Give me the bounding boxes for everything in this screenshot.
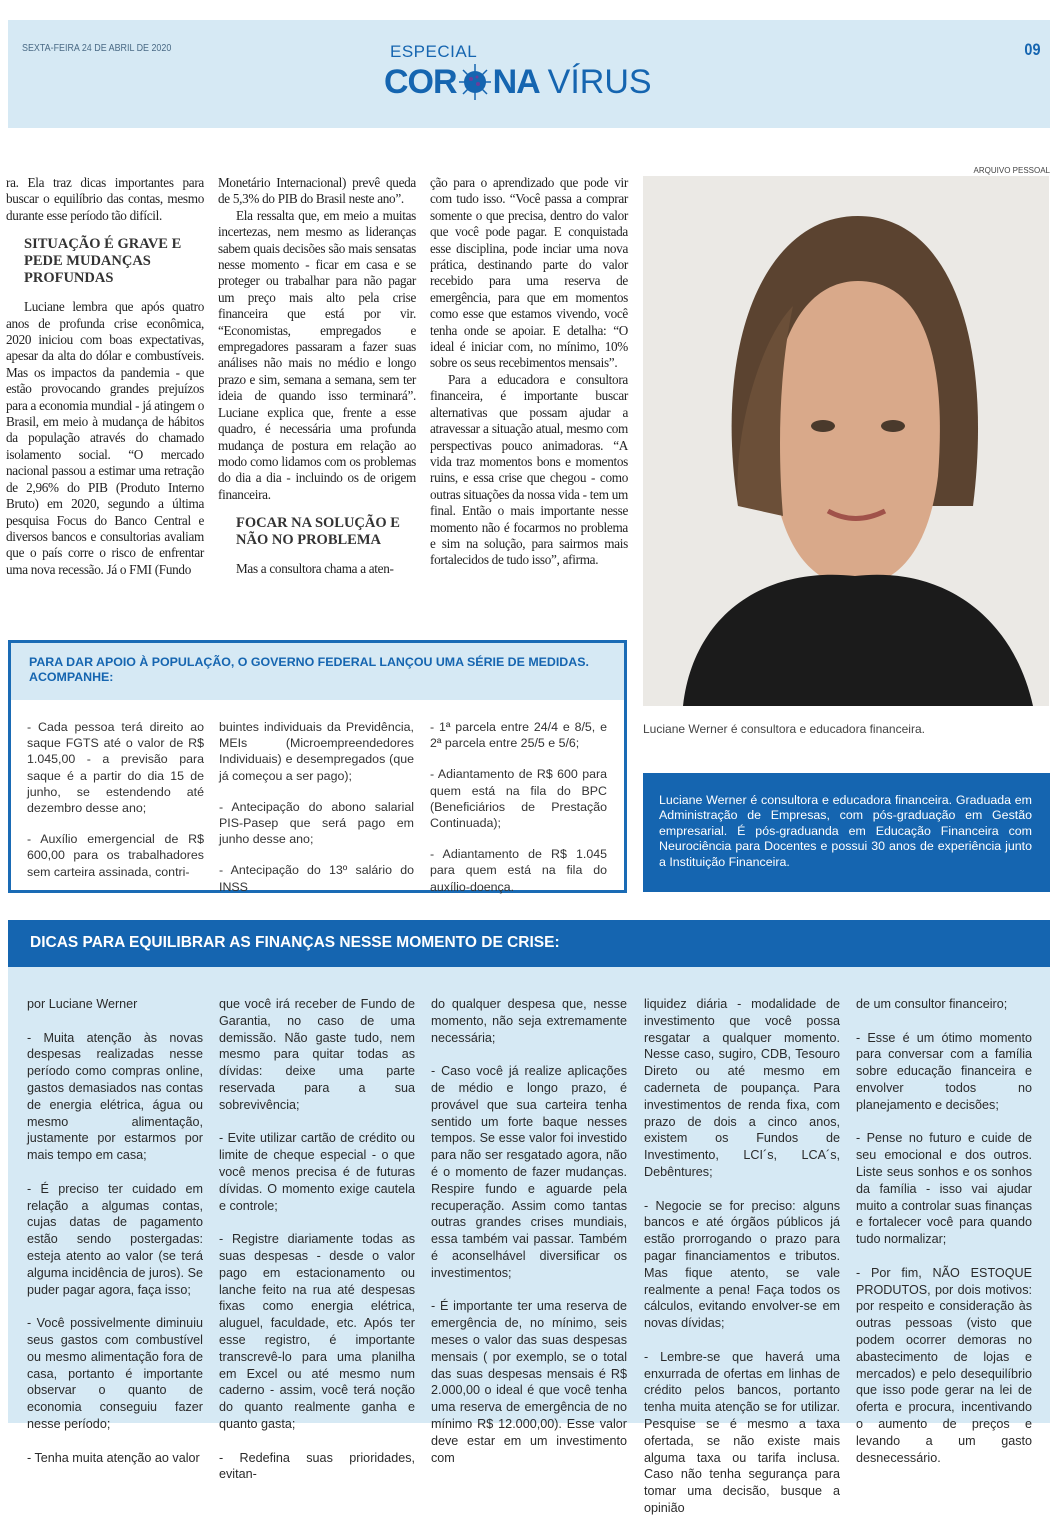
tips-column-2	[219, 996, 415, 1500]
tip-item: de um consultor financeiro;	[856, 997, 1008, 1011]
tip-item: - Lembre-se que haverá uma enxurrada de ofertas em linhas de crédito pelos bancos, portanto tenha muita atenção se for utilizar. Pesquise se é mesmo a taxa ofertada, se não existe mais alguma taxa ou tarifa inclusa. Caso não tenha segurança para tomar uma decisão, busque a opinião	[644, 1349, 840, 1515]
tips-title: DICAS PARA EQUILIBRAR AS FINANÇAS NESSE MOMENTO DE CRISE:	[8, 920, 1050, 967]
issue-date: SEXTA-FEIRA 24 DE ABRIL DE 2020	[22, 42, 172, 54]
photo-caption: Luciane Werner é consultora e educadora financeira.	[643, 722, 925, 736]
tips-byline: por Luciane Werner	[27, 997, 138, 1011]
article-paragraph: ra. Ela traz dicas importantes para buscar o equilíbrio das contas, mesmo durante esse período tão difícil.	[6, 175, 204, 223]
tips-column-3	[431, 996, 627, 1483]
tip-item: - Muita atenção às novas despesas realizadas nesse período como compras online, gastos demasiados nas contas de energia elétrica, água ou mesmo alimentação, justamente por estarmos por mais tempo em casa;	[27, 1030, 203, 1163]
article-column-1	[6, 175, 204, 578]
government-measures-box	[8, 640, 627, 893]
tip-item: - Esse é um ótimo momento para conversar com a família sobre educação financeira e envolver todos no planejamento e decisões;	[856, 1030, 1032, 1112]
measures-column-2	[219, 719, 414, 910]
tip-item: - É preciso ter cuidado em relação a algumas contas, cujas datas de pagamento estão sendo postergadas: esteja atento ao valor (se terá alguma incidência de juros). Se puder pagar agora, faça isso;	[27, 1181, 203, 1297]
author-bio-box: Luciane Werner é consultora e educadora financeira. Graduada em Administração de Empresas, com pós-graduação em Gestão empresarial. É pós-graduanda em Educação Financeira com Neurociência para Docentes e possui 30 anos de experiência junto a Instituição Financeira.	[643, 773, 1050, 892]
measure-item: - 1ª parcela entre 24/4 e 8/5, e 2ª parcela entre 25/5 e 5/6;	[430, 720, 607, 751]
article-paragraph: Ela ressalta que, em meio a muitas incertezas, nem mesmo as lideranças sabem quais decisões são mais sensatas nesse momento - ficar em casa e se proteger ou trabalhar para não pagar um preço mais alto pela crise financeira que está por vir. “Economistas, empregados e empregadores passaram a fazer suas análises não mais no médio e longo prazo e sim, semana a semana, sem ter ideia de quando isso terminará”. Luciane explica que, frente a esse quadro, é necessária uma profunda mudança de postura em relação ao modo como lidamos com os problemas do dia a dia - incluindo os de origem financeira.	[218, 207, 416, 502]
article-paragraph: Mas a consultora chama a aten-	[236, 561, 394, 577]
tip-item: - Negocie se for preciso: alguns bancos e até órgãos públicos já estão prorrogando o prazo para pagar financiamentos e tributos. Mas fique atento, se vale realmente a pena! Faça todos os cálculos, evitando envolver-se em novas dívidas;	[644, 1198, 840, 1331]
measure-item: - Adiantamento de R$ 1.045 para quem está na fila do auxílio-doença.	[430, 847, 607, 894]
tip-item: - Caso você já realize aplicações de médio e longo prazo, é provável que sua carteira tenha sentido um forte baque nesses tempos. Se esse valor foi investido para não ser resgatado agora, não é o momento de fazer mudanças. Respire fundo e aguarde pela recuperação. Assim como tantas outras grandes crises mundiais, essa também vai passar. Também é aconselhável diversificar os investimentos;	[431, 1064, 627, 1280]
logo-na: NA	[492, 63, 540, 101]
tip-item: liquidez diária - modalidade de investimento que você possa resgatar a qualquer momento. Nesse caso, sugiro, CDB, Tesouro Direto ou até mesmo em caderneta de poupança. Para investimentos de renda fixa, com prazo de dois a cinco anos, existem os Fundos de Investimento, LCI´s, LCA´s, Debêntures;	[644, 997, 840, 1179]
page-number: 09	[1024, 40, 1041, 59]
article-paragraph: Para a educadora e consultora financeira, é importante buscar alternativas que possam ajudar a atravessar a situação atual, mesmo com perspectivas pouco animadoras. “A vida traz momentos bons e momentos ruins, e essa crise que chegou - como outras situações da nossa vida - tem um final. Então o mais importante nesse momento não é focarmos no problema e sim na solução, para sairmos mais fortalecidos de tudo isso”, afirma.	[430, 371, 628, 568]
measures-title: PARA DAR APOIO À POPULAÇÃO, O GOVERNO FEDERAL LANÇOU UMA SÉRIE DE MEDIDAS. ACOMPANHE:	[11, 643, 624, 700]
tip-item: que você irá receber de Fundo de Garantia, no caso de uma demissão. Não gaste tudo, nem mesmo para quitar todas as dívidas: deixe uma parte reservada para a sua sobrevivência;	[219, 997, 415, 1112]
page-header	[8, 20, 1050, 128]
tips-column-5	[856, 996, 1032, 1483]
measure-item: - Auxílio emergencial de R$ 600,00 para os trabalhadores sem carteira assinada, contri-	[27, 832, 204, 879]
photo-credit: ARQUIVO PESSOAL	[973, 166, 1050, 175]
measure-item: - Adiantamento de R$ 600 para quem está na fila do BPC (Beneficiários de Prestação Continuada);	[430, 767, 607, 831]
tip-item: - Evite utilizar cartão de crédito ou limite de cheque especial - o que você menos precisa é de futuras dívidas. O momento exige cautela e controle;	[219, 1131, 415, 1213]
article-subheading: SITUAÇÃO É GRAVE E PEDE MUDANÇAS PROFUNDAS	[24, 236, 182, 287]
measure-item: - Antecipação do 13º salário do INSS	[219, 863, 414, 894]
tip-item: - Você possivelmente diminuiu seus gastos com combustível ou mesmo alimentação fora de casa, portanto é importante observar o quanto de economia conseguiu fazer nesse período;	[27, 1316, 203, 1431]
logo-especial: ESPECIAL	[390, 42, 478, 61]
logo-cor: COR	[384, 63, 457, 101]
measures-column-1	[27, 719, 204, 895]
tip-item: - É importante ter uma reserva de emergência de, no mínimo, seis meses o valor das suas despesas mensais ( por exemplo, se o total das suas despesas mensais é R$ 2.000,00 o ideal é que você tenha uma reserva de emergência de no mínimo R$ 12.000,00). Esse valor deve estar em um investimento com	[431, 1299, 627, 1465]
article-column-2	[218, 175, 416, 578]
tip-item: - Registre diariamente todas as suas despesas - desde o valor pago em estacionamento ou lanche feito na rua até despesas fixas como energia elétrica, aluguel, faculdade, etc. Após ter esse registro, é importante transcrevê-lo para uma planilha em Excel ou até mesmo num caderno - assim, você terá noção do quanto realmente ganha e quanto gasta;	[219, 1232, 415, 1431]
article-subheading: FOCAR NA SOLUÇÃO E NÃO NO PROBLEMA	[236, 515, 400, 549]
tip-item: do qualquer despesa que, nesse momento, não seja extremamente necessária;	[431, 997, 627, 1045]
article-column-3	[430, 175, 628, 569]
tip-item: - Pense no futuro e cuide de seu emocional e dos outros. Liste seus sonhos e os sonhos da família - isso vai ajudar muito a controlar suas finanças e fortalecer você para quando tudo normalizar;	[856, 1131, 1032, 1247]
tip-item: - Por fim, NÃO ESTOQUE PRODUTOS, por dois motivos: por respeito e consideração às outras pessoas (visto que podem ocorrer demoras no abastecimento de lojas e mercados) e pelo desequilíbrio que isso pode gerar na lei de oferta e procura, incentivando o aumento de preços e levando a um gasto desnecessário.	[856, 1265, 1032, 1465]
tip-item: - Tenha muita atenção ao valor	[27, 1450, 200, 1465]
measure-item: buintes individuais da Previdência, MEIs (Microempreendedores Individuais) e desempregados (que já começou a ser pago);	[219, 720, 414, 783]
measures-column-3	[430, 719, 607, 910]
tips-column-1	[27, 996, 203, 1483]
measure-item: - Cada pessoa terá direito ao saque FGTS até o valor de R$ 1.045,00 - a previsão para saque é a partir do dia 15 de junho, se estendendo até dezembro desse ano;	[27, 720, 204, 816]
logo-virus: VÍRUS	[547, 63, 652, 101]
especial-coronavirus-logo	[384, 42, 652, 102]
tips-column-4	[644, 996, 840, 1534]
tip-item: - Redefina suas prioridades, evitan-	[219, 1450, 415, 1482]
article-paragraph: ção para o aprendizado que pode vir com tudo isso. “Você passa a comprar somente o que precisa, dentro do valor que você pode pagar. E conquistada esse disciplina, pode inciar uma nova prática, destinando parte do valor recebido para uma reserva de emergência, para que em momentos como esse que estamos vivendo, você tenha onde se apoiar. E detalha: “O ideal é iniciar com, no mínimo, 10% sobre os seus recebimentos mensais”.	[430, 175, 628, 371]
measure-item: - Antecipação do abono salarial PIS-Pasep que será pago em junho desse ano;	[219, 799, 414, 847]
portrait-photo	[643, 176, 1049, 706]
article-paragraph: Monetário Internacional) prevê queda de 5,3% do PIB do Brasil neste ano”.	[218, 175, 416, 207]
portrait-image	[643, 176, 1049, 706]
article-paragraph: Luciane lembra que após quatro anos de profunda crise econômica, 2020 iniciou com boas expectativas, apesar da alta do dólar e combustíveis. Mas os impactos da pandemia - que estão provocando grandes prejuízos para a economia mundial - já atingem o Brasil, em meio à mudança de hábitos da população através do chamado isolamento social. “O mercado nacional passou a estimar uma retração de 2,96% do PIB (Produto Interno Bruto) em 2020, segundo a última pesquisa Focus do Banco Central e diversos bancos e consultorias avaliam que o país corre o risco de enfrentar uma nova recessão. Já o FMI (Fundo	[6, 299, 204, 577]
virus-icon	[457, 62, 493, 102]
